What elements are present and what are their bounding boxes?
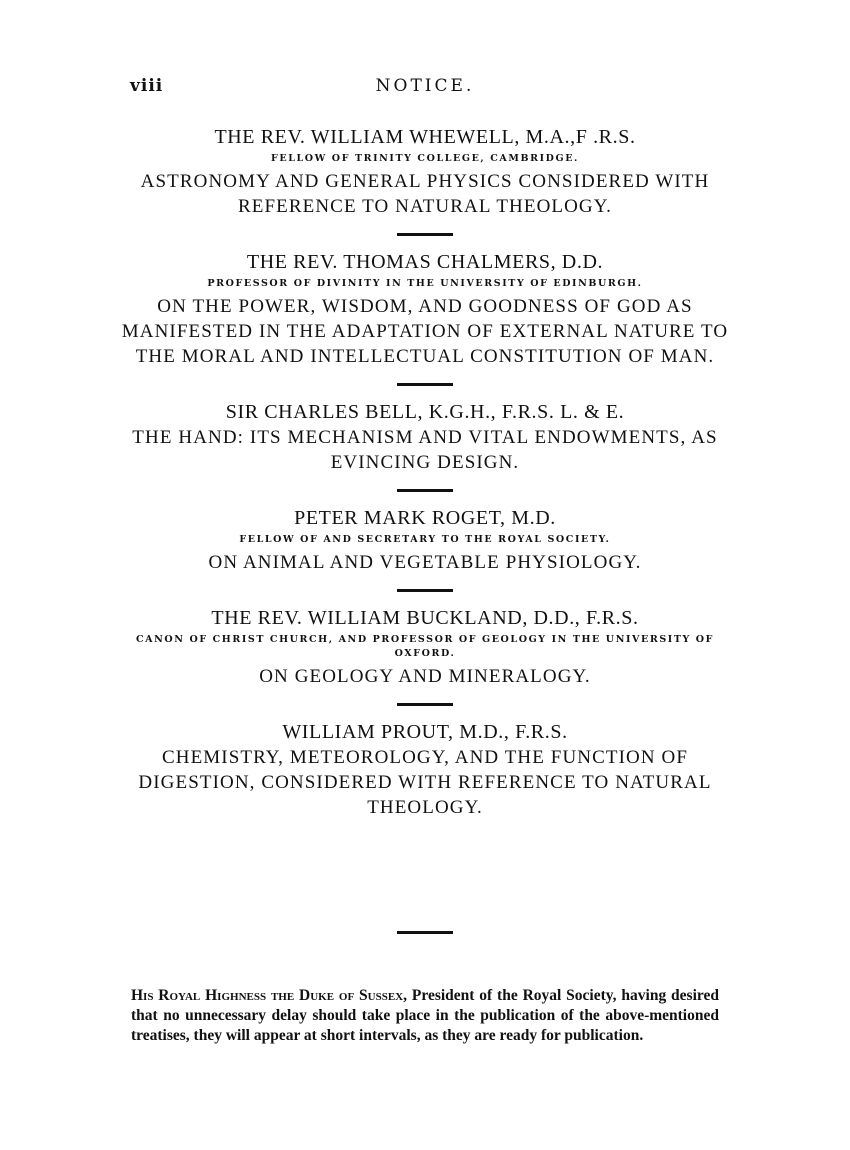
treatise-subject: ON THE POWER, WISDOM, AND GOODNESS OF GOD AS MANIFESTED IN THE ADAPTATION OF EXTERNAL NATURE TO THE MORAL AND INTELLECTUAL CONSTITUTION OF MAN.: [121, 296, 729, 367]
author-position: FELLOW OF TRINITY COLLEGE, CAMBRIDGE.: [271, 153, 579, 164]
author-name: WILLIAM PROUT, M.D., F.R.S.: [282, 721, 568, 743]
author-name: PETER MARK ROGET, M.D.: [294, 507, 556, 529]
treatise-entry-bell: [120, 399, 730, 475]
author-position: FELLOW OF AND SECRETARY TO THE ROYAL SOCIETY.: [239, 534, 611, 545]
treatise-entry-buckland: [120, 605, 730, 689]
treatise-entry-whewell: [120, 124, 730, 219]
treatise-list: [120, 124, 730, 820]
author-name: THE REV. THOMAS CHALMERS, D.D.: [246, 251, 604, 273]
divider-rule: [397, 383, 453, 386]
note-body: , President of the Royal Society, having desired that no unnecessary delay should take place in the publication of the above-mentioned treatises, they will appear at short intervals, as they are ready for publication.: [131, 986, 719, 1044]
note-lead-small-caps: His Royal Highness the Duke of Sussex: [131, 986, 404, 1004]
author-name: SIR CHARLES BELL, K.G.H., F.R.S. L. & E.: [225, 401, 625, 423]
divider-rule: [397, 233, 453, 236]
page-number: viii: [130, 76, 164, 96]
author-name: THE REV. WILLIAM WHEWELL, M.A.,F .R.S.: [214, 126, 636, 148]
closing-divider-rule: [397, 931, 453, 934]
treatise-entry-prout: [120, 719, 730, 820]
running-head: [0, 76, 850, 100]
divider-rule: [397, 589, 453, 592]
author-position: CANON OF CHRIST CHURCH, AND PROFESSOR OF GEOLOGY IN THE UNIVERSITY OF OXFORD.: [135, 634, 715, 659]
author-name: THE REV. WILLIAM BUCKLAND, D.D., F.R.S.: [211, 607, 639, 629]
running-title: NOTICE.: [375, 76, 475, 96]
divider-rule: [397, 489, 453, 492]
author-position: PROFESSOR OF DIVINITY IN THE UNIVERSITY OF EDINBURGH.: [207, 278, 643, 289]
treatise-subject: ON GEOLOGY AND MINERALOGY.: [259, 666, 591, 687]
publication-note: [131, 986, 719, 1046]
treatise-subject: ASTRONOMY AND GENERAL PHYSICS CONSIDERED WITH REFERENCE TO NATURAL THEOLOGY.: [140, 171, 710, 217]
treatise-subject: THE HAND: ITS MECHANISM AND VITAL ENDOWMENTS, AS EVINCING DESIGN.: [132, 427, 718, 473]
treatise-entry-roget: [120, 505, 730, 575]
treatise-subject: CHEMISTRY, METEOROLOGY, AND THE FUNCTION OF DIGESTION, CONSIDERED WITH REFERENCE TO NATURAL THEOLOGY.: [138, 747, 712, 818]
divider-rule: [397, 703, 453, 706]
treatise-subject: ON ANIMAL AND VEGETABLE PHYSIOLOGY.: [208, 552, 642, 573]
treatise-entry-chalmers: [120, 249, 730, 369]
